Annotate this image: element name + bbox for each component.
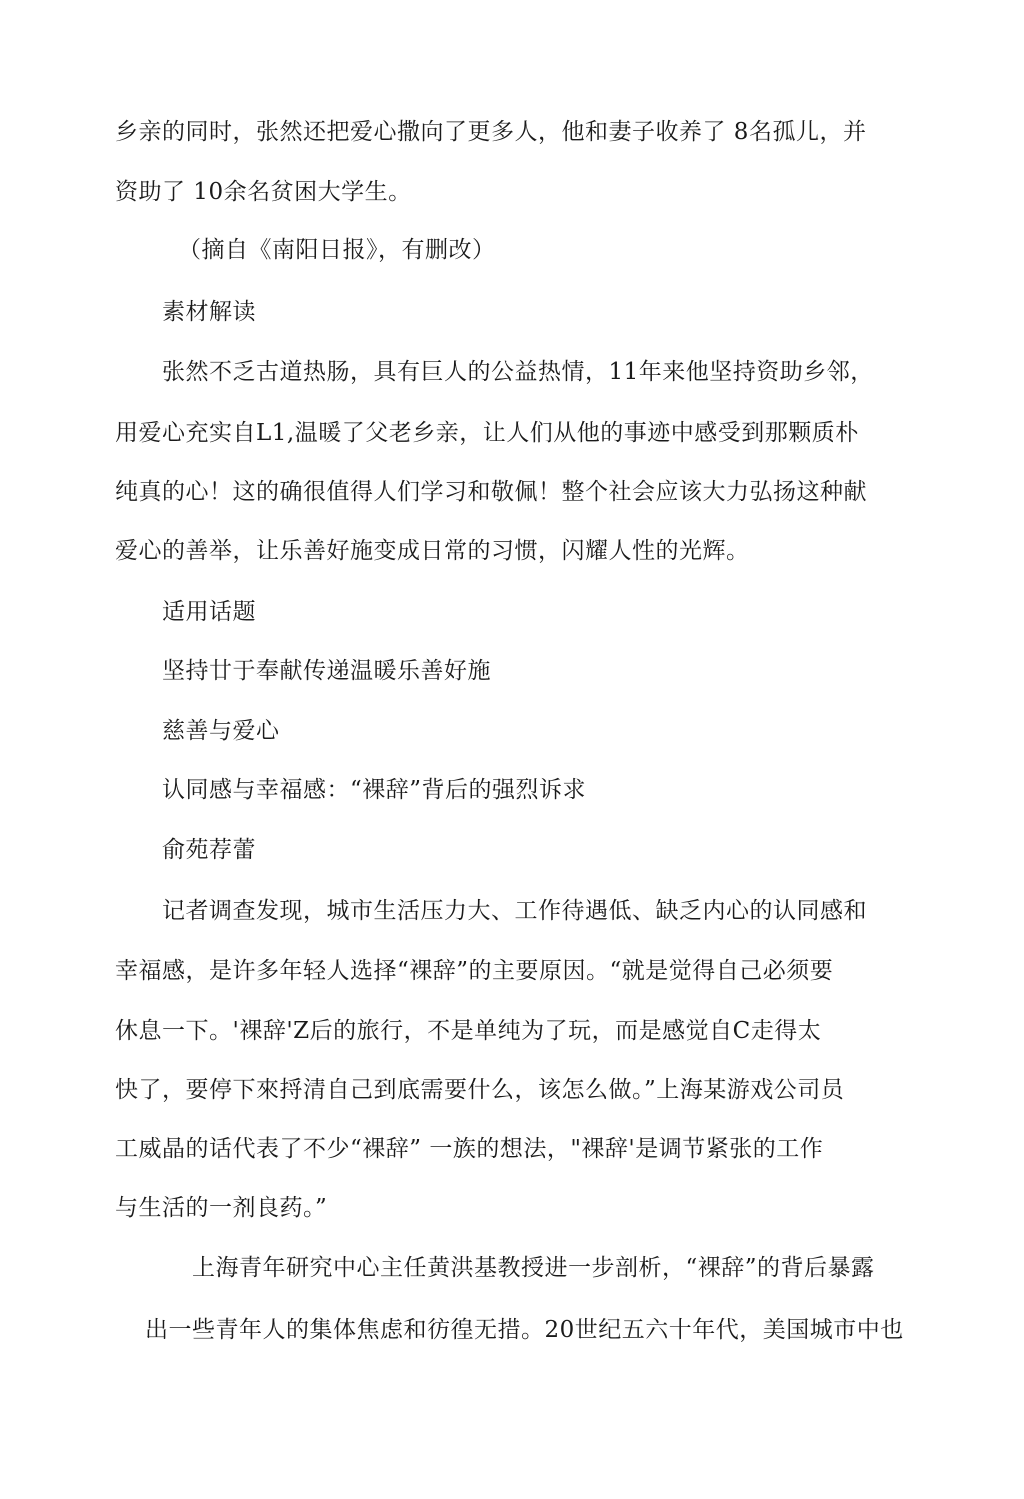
source-citation: （摘自《南阳日报》，有删改）	[178, 237, 496, 263]
text-line-8: 爱心的善举，让乐善好施变成日常的习惯，闪耀人性的光辉。	[115, 538, 750, 564]
text-line-1: 乡亲的同时，张然还把爱心撒向了更多人，他和妻子收养了 8名孤儿，并	[115, 119, 867, 145]
text-line-17: 快了，要停下來捋清自己到底需要什么，该怎么做。”上海某游戏公司员	[115, 1077, 845, 1103]
text-line-21: 出一些青年人的集体焦虑和彷徨无措。20世纪五六十年代，美国城市中也	[145, 1317, 904, 1343]
text-line-16: 休息一下。'裸辞'Z后的旅行，不是单纯为了玩，而是感觉自C走得太	[115, 1018, 822, 1044]
text-line-14: 记者调查发现，城市生活压力大、工作待遇低、缺乏内心的认同感和	[162, 898, 867, 924]
text-line-18: 工威晶的话代表了不少“裸辞” 一族的想法，"裸辞'是调节紧张的工作	[115, 1136, 824, 1162]
text-line-7: 纯真的心！这的确很值得人们学习和敬佩！整个社会应该大力弘扬这种献	[115, 479, 867, 505]
text-line-20: 上海青年研究中心主任黄洪基教授进一步剖析，“裸辞”的背后暴露	[192, 1255, 875, 1281]
topic-item-2: 慈善与爱心	[162, 718, 280, 744]
article-author: 俞苑荐蕾	[162, 837, 256, 863]
text-line-5: 张然不乏古道热肠，具有巨人的公益热情，11年来他坚持资助乡邻，	[162, 359, 874, 385]
text-line-2: 资助了 10余名贫困大学生。	[115, 179, 412, 205]
article-title: 认同感与幸福感：“裸辞”背后的强烈诉求	[162, 777, 587, 803]
text-line-15: 幸福感，是许多年轻人选择“裸辞”的主要原因。“就是觉得自己必须要	[115, 958, 834, 984]
text-line-19: 与生活的一剂良药。”	[115, 1195, 328, 1221]
topic-item-1: 坚持廿于奉献传递温暖乐善好施	[162, 658, 491, 684]
text-line-6: 用爱心充实自L1,温暖了父老乡亲，让人们从他的事迹中感受到那颗质朴	[115, 420, 859, 446]
section-heading-topics: 适用话题	[162, 599, 256, 625]
section-heading-interpretation: 素材解读	[162, 299, 256, 325]
